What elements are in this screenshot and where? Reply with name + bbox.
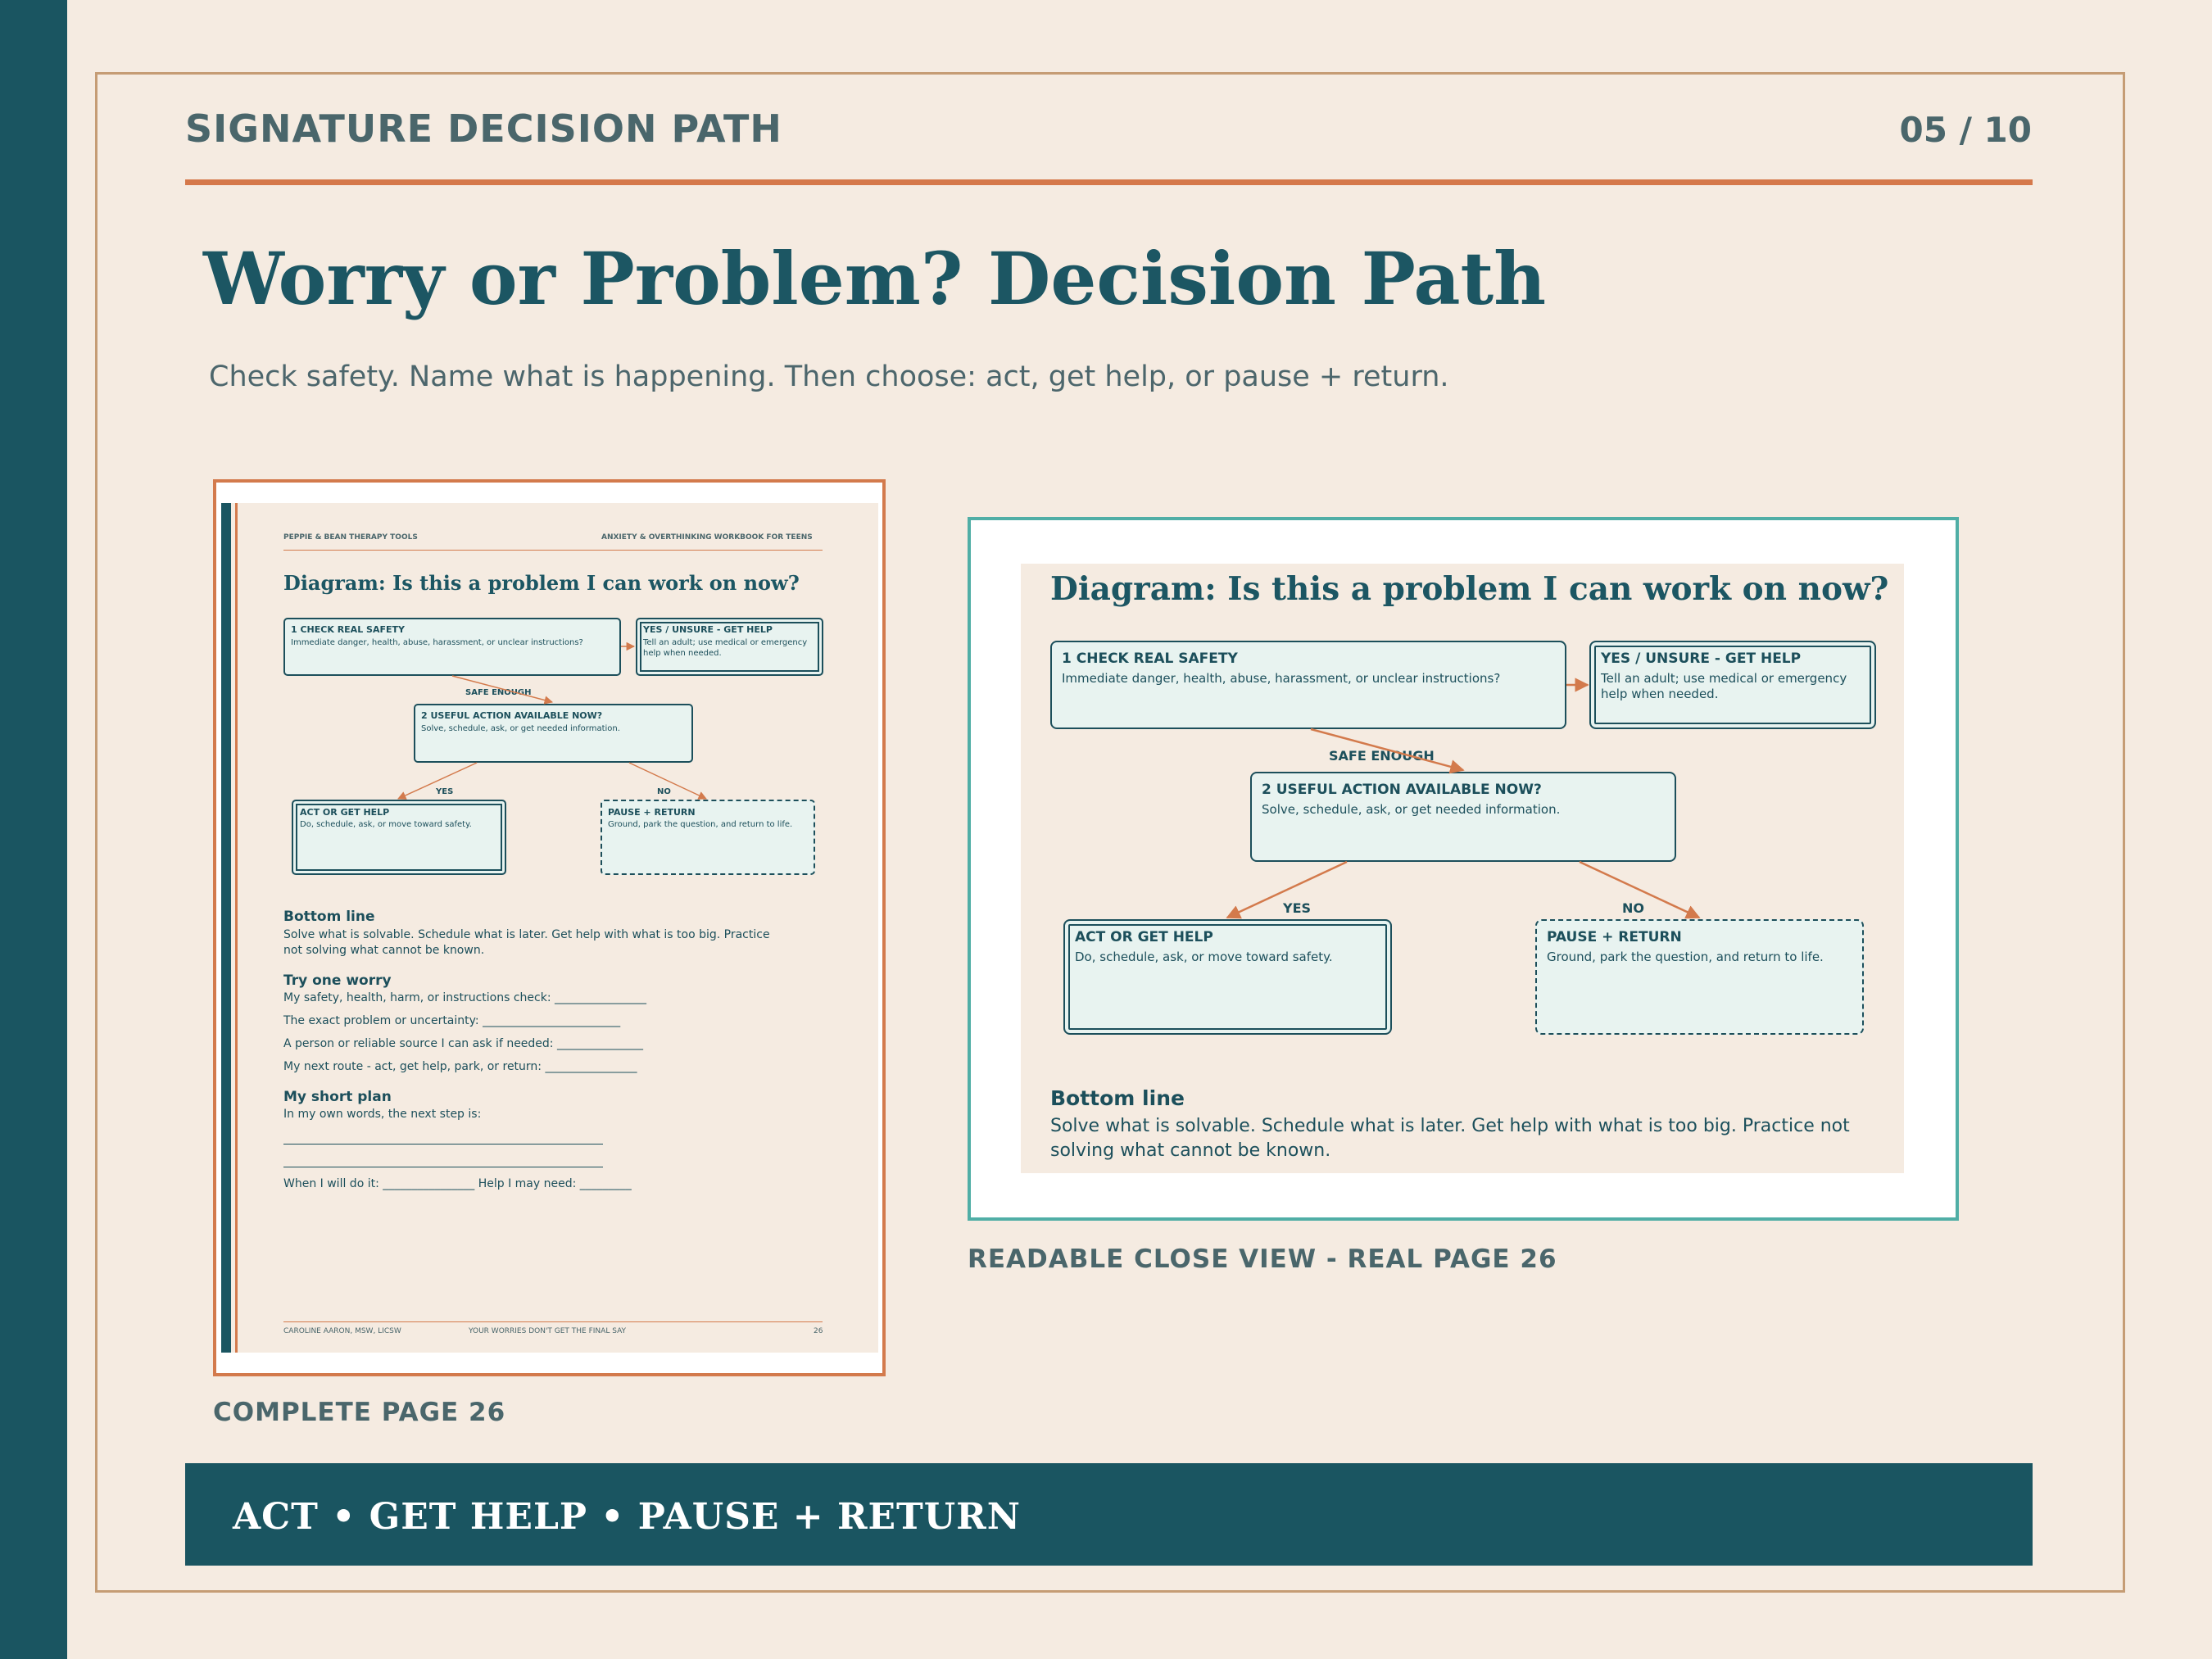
thumb-box-act-heading: ACT OR GET HELP: [300, 807, 390, 818]
box-act-text: Do, schedule, ask, or move toward safety.: [1075, 950, 1333, 964]
thumb-try-line: My safety, health, harm, or instructions check: ________________: [283, 991, 646, 1004]
box-useful-action-heading: 2 USEFUL ACTION AVAILABLE NOW?: [1262, 782, 1542, 798]
page-subtitle: Check safety. Name what is happening. Then choose: act, get help, or pause + return.: [209, 360, 1449, 393]
thumb-diagram-title: Diagram: Is this a problem I can work on now?: [283, 571, 800, 595]
thumb-running-header-right: ANXIETY & OVERTHINKING WORKBOOK FOR TEENS: [601, 533, 813, 542]
thumb-plan-text: In my own words, the next step is:: [283, 1108, 482, 1121]
thumb-box-pause-text: Ground, park the question, and return to life.: [608, 820, 793, 829]
thumb-footer-page-number: 26: [814, 1327, 823, 1335]
thumb-label-no: NO: [657, 787, 671, 796]
close-diagram-title: Diagram: Is this a problem I can work on now?: [1050, 570, 1889, 608]
thumb-try-line: The exact problem or uncertainty: ________________________: [283, 1014, 621, 1027]
box-get-help-text: Tell an adult; use medical or emergency help when needed.: [1601, 671, 1847, 701]
thumb-box-pause-heading: PAUSE + RETURN: [608, 807, 696, 818]
thumb-bottom-line-text: Solve what is solvable. Schedule what is later. Get help with what is too big. Practice: [283, 928, 770, 941]
box-useful-action-text: Solve, schedule, ask, or get needed information.: [1262, 802, 1561, 817]
thumbnail-caption: COMPLETE PAGE 26: [213, 1398, 506, 1427]
thumb-arrow-action-to-pause: [629, 763, 706, 799]
thumb-box-useful-action-text: Solve, schedule, ask, or get needed information.: [421, 724, 620, 733]
thumb-footer-author: CAROLINE AARON, MSW, LICSW: [283, 1327, 401, 1335]
box-pause-heading: PAUSE + RETURN: [1547, 929, 1682, 945]
thumb-try-line: My next route - act, get help, park, or return: ________________: [283, 1060, 637, 1073]
thumb-plan-heading: My short plan: [283, 1089, 392, 1105]
section-label: SIGNATURE DECISION PATH: [185, 107, 782, 151]
label-safe-enough: SAFE ENOUGH: [1329, 748, 1435, 764]
box-act-heading: ACT OR GET HELP: [1075, 929, 1213, 945]
bottom-line-text: Solve what is solvable. Schedule what is later. Get help with what is too big. Practice not solving what cannot be known.: [1050, 1116, 1850, 1161]
label-no: NO: [1622, 900, 1644, 916]
arrow-action-to-act: [1227, 862, 1347, 918]
thumb-running-header-left: PEPPIE & BEAN THERAPY TOOLS: [283, 533, 418, 542]
thumb-plan-when: When I will do it: ________________ Help I may need: _________: [283, 1177, 632, 1190]
box-check-safety-heading: 1 CHECK REAL SAFETY: [1062, 650, 1238, 667]
thumb-label-yes: YES: [436, 787, 454, 796]
thumb-footer-tagline: YOUR WORRIES DON'T GET THE FINAL SAY: [469, 1327, 627, 1335]
thumb-try-heading: Try one worry: [283, 972, 392, 989]
thumb-arrow-action-to-act: [398, 763, 477, 799]
thumb-box-get-help-heading: YES / UNSURE - GET HELP: [643, 624, 773, 635]
thumb-box-act-text: Do, schedule, ask, or move toward safety.: [300, 820, 472, 829]
arrow-safety-to-action: [1311, 729, 1463, 770]
thumb-box-get-help-text: Tell an adult; use medical or emergency help when needed.: [643, 638, 808, 658]
close-view-caption: READABLE CLOSE VIEW - REAL PAGE 26: [968, 1244, 1557, 1274]
box-get-help-heading: YES / UNSURE - GET HELP: [1601, 650, 1802, 667]
label-yes: YES: [1283, 900, 1312, 916]
thumb-box-check-safety-heading: 1 CHECK REAL SAFETY: [291, 624, 405, 635]
thumb-box-useful-action-heading: 2 USEFUL ACTION AVAILABLE NOW?: [421, 710, 603, 721]
thumb-box-check-safety-text: Immediate danger, health, abuse, harassment, or unclear instructions?: [291, 638, 583, 647]
thumb-bottom-line-heading: Bottom line: [283, 909, 375, 925]
slide-counter: 05 / 10: [1899, 110, 2032, 150]
thumb-bottom-line-text-2: not solving what cannot be known.: [283, 944, 485, 957]
thumb-arrow-safety-to-action: [452, 676, 552, 702]
page-title: Worry or Problem? Decision Path: [203, 236, 1547, 321]
box-pause-text: Ground, park the question, and return to life.: [1547, 950, 1824, 964]
thumb-try-line: A person or reliable source I can ask if needed: _______________: [283, 1037, 643, 1050]
footer-banner-text: ACT • GET HELP • PAUSE + RETURN: [233, 1496, 1021, 1538]
thumb-label-safe-enough: SAFE ENOUGH: [465, 688, 532, 697]
arrow-action-to-pause: [1580, 862, 1699, 918]
box-check-safety-text: Immediate danger, health, abuse, harassment, or unclear instructions?: [1062, 671, 1501, 686]
bottom-line-heading: Bottom line: [1050, 1086, 1185, 1110]
